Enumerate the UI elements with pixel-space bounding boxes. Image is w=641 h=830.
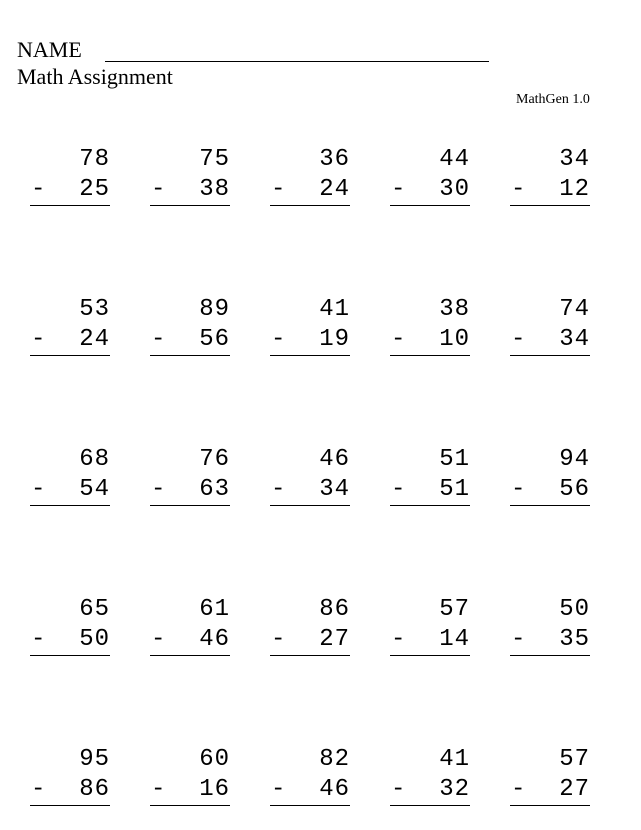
minus-sign: - <box>151 776 166 803</box>
subtraction-problem <box>390 295 470 357</box>
minuend: 89 <box>199 296 230 323</box>
minuend: 34 <box>559 146 590 173</box>
minus-sign: - <box>31 626 46 653</box>
minus-sign: - <box>151 176 166 203</box>
answer-line <box>390 475 470 506</box>
minuend: 60 <box>199 746 230 773</box>
subtraction-problem <box>30 445 110 507</box>
subtraction-problem <box>150 145 230 207</box>
subtraction-problem <box>510 745 590 807</box>
subtrahend: 19 <box>319 326 350 353</box>
subtrahend: 54 <box>79 476 110 503</box>
minus-sign: - <box>271 326 286 353</box>
subtraction-problem <box>390 745 470 807</box>
subtraction-problem <box>390 595 470 657</box>
minus-sign: - <box>511 176 526 203</box>
subtrahend: 25 <box>79 176 110 203</box>
minus-sign: - <box>271 176 286 203</box>
minuend: 41 <box>319 296 350 323</box>
subtrahend: 56 <box>559 476 590 503</box>
subtraction-problem <box>270 295 350 357</box>
answer-line <box>30 775 110 806</box>
subtrahend: 12 <box>559 176 590 203</box>
minus-sign: - <box>391 176 406 203</box>
answer-line <box>270 625 350 656</box>
minuend: 76 <box>199 446 230 473</box>
minus-sign: - <box>31 176 46 203</box>
answer-line <box>270 325 350 356</box>
minus-sign: - <box>511 776 526 803</box>
minus-sign: - <box>391 776 406 803</box>
subtraction-problem <box>270 595 350 657</box>
minus-sign: - <box>511 476 526 503</box>
minuend: 46 <box>319 446 350 473</box>
minus-sign: - <box>391 626 406 653</box>
minus-sign: - <box>31 326 46 353</box>
subtraction-problem <box>510 445 590 507</box>
subtrahend: 46 <box>199 626 230 653</box>
minuend: 38 <box>439 296 470 323</box>
minus-sign: - <box>271 776 286 803</box>
minus-sign: - <box>511 326 526 353</box>
subtraction-problem <box>510 595 590 657</box>
subtrahend: 24 <box>319 176 350 203</box>
minuend: 74 <box>559 296 590 323</box>
answer-line <box>510 175 590 206</box>
answer-line <box>510 625 590 656</box>
subtrahend: 51 <box>439 476 470 503</box>
subtrahend: 32 <box>439 776 470 803</box>
minuend: 61 <box>199 596 230 623</box>
subtraction-problem <box>30 145 110 207</box>
answer-line <box>270 775 350 806</box>
subtrahend: 56 <box>199 326 230 353</box>
minuend: 53 <box>79 296 110 323</box>
answer-line <box>510 325 590 356</box>
assignment-title: Math Assignment <box>17 64 173 89</box>
answer-line <box>390 175 470 206</box>
answer-line <box>150 625 230 656</box>
minuend: 51 <box>439 446 470 473</box>
subtraction-problem <box>30 295 110 357</box>
subtraction-problem <box>30 595 110 657</box>
subtrahend: 46 <box>319 776 350 803</box>
subtrahend: 38 <box>199 176 230 203</box>
minuend: 50 <box>559 596 590 623</box>
minuend: 65 <box>79 596 110 623</box>
minuend: 82 <box>319 746 350 773</box>
subtrahend: 86 <box>79 776 110 803</box>
minus-sign: - <box>151 626 166 653</box>
answer-line <box>30 175 110 206</box>
subtrahend: 16 <box>199 776 230 803</box>
minuend: 68 <box>79 446 110 473</box>
answer-line <box>150 325 230 356</box>
answer-line <box>390 775 470 806</box>
minus-sign: - <box>151 326 166 353</box>
minuend: 95 <box>79 746 110 773</box>
subtraction-problem <box>270 445 350 507</box>
answer-line <box>510 775 590 806</box>
minus-sign: - <box>151 476 166 503</box>
answer-line <box>150 175 230 206</box>
minus-sign: - <box>511 626 526 653</box>
subtraction-problem <box>390 445 470 507</box>
minuend: 41 <box>439 746 470 773</box>
subtrahend: 10 <box>439 326 470 353</box>
problem-grid <box>30 145 600 807</box>
minus-sign: - <box>31 476 46 503</box>
subtraction-problem <box>510 295 590 357</box>
subtrahend: 27 <box>319 626 350 653</box>
minuend: 75 <box>199 146 230 173</box>
answer-line <box>150 775 230 806</box>
subtrahend: 35 <box>559 626 590 653</box>
answer-line <box>510 475 590 506</box>
subtrahend: 50 <box>79 626 110 653</box>
minus-sign: - <box>31 776 46 803</box>
subtraction-problem <box>150 595 230 657</box>
subtraction-problem <box>150 445 230 507</box>
subtraction-problem <box>270 745 350 807</box>
subtrahend: 63 <box>199 476 230 503</box>
minus-sign: - <box>271 476 286 503</box>
minuend: 36 <box>319 146 350 173</box>
generator-label: MathGen 1.0 <box>516 92 590 107</box>
minuend: 86 <box>319 596 350 623</box>
name-blank-line <box>105 61 489 62</box>
minuend: 57 <box>439 596 470 623</box>
answer-line <box>30 475 110 506</box>
answer-line <box>30 625 110 656</box>
answer-line <box>390 325 470 356</box>
minus-sign: - <box>391 476 406 503</box>
subtraction-problem <box>390 145 470 207</box>
subtrahend: 34 <box>319 476 350 503</box>
minus-sign: - <box>391 326 406 353</box>
minuend: 94 <box>559 446 590 473</box>
minuend: 78 <box>79 146 110 173</box>
subtrahend: 27 <box>559 776 590 803</box>
subtraction-problem <box>270 145 350 207</box>
answer-line <box>390 625 470 656</box>
name-label: NAME <box>17 37 82 62</box>
answer-line <box>30 325 110 356</box>
subtraction-problem <box>150 745 230 807</box>
subtraction-problem <box>30 745 110 807</box>
minuend: 44 <box>439 146 470 173</box>
answer-line <box>270 475 350 506</box>
subtraction-problem <box>510 145 590 207</box>
minuend: 57 <box>559 746 590 773</box>
minus-sign: - <box>271 626 286 653</box>
subtraction-problem <box>150 295 230 357</box>
subtrahend: 30 <box>439 176 470 203</box>
subtrahend: 14 <box>439 626 470 653</box>
answer-line <box>270 175 350 206</box>
subtrahend: 24 <box>79 326 110 353</box>
answer-line <box>150 475 230 506</box>
subtrahend: 34 <box>559 326 590 353</box>
